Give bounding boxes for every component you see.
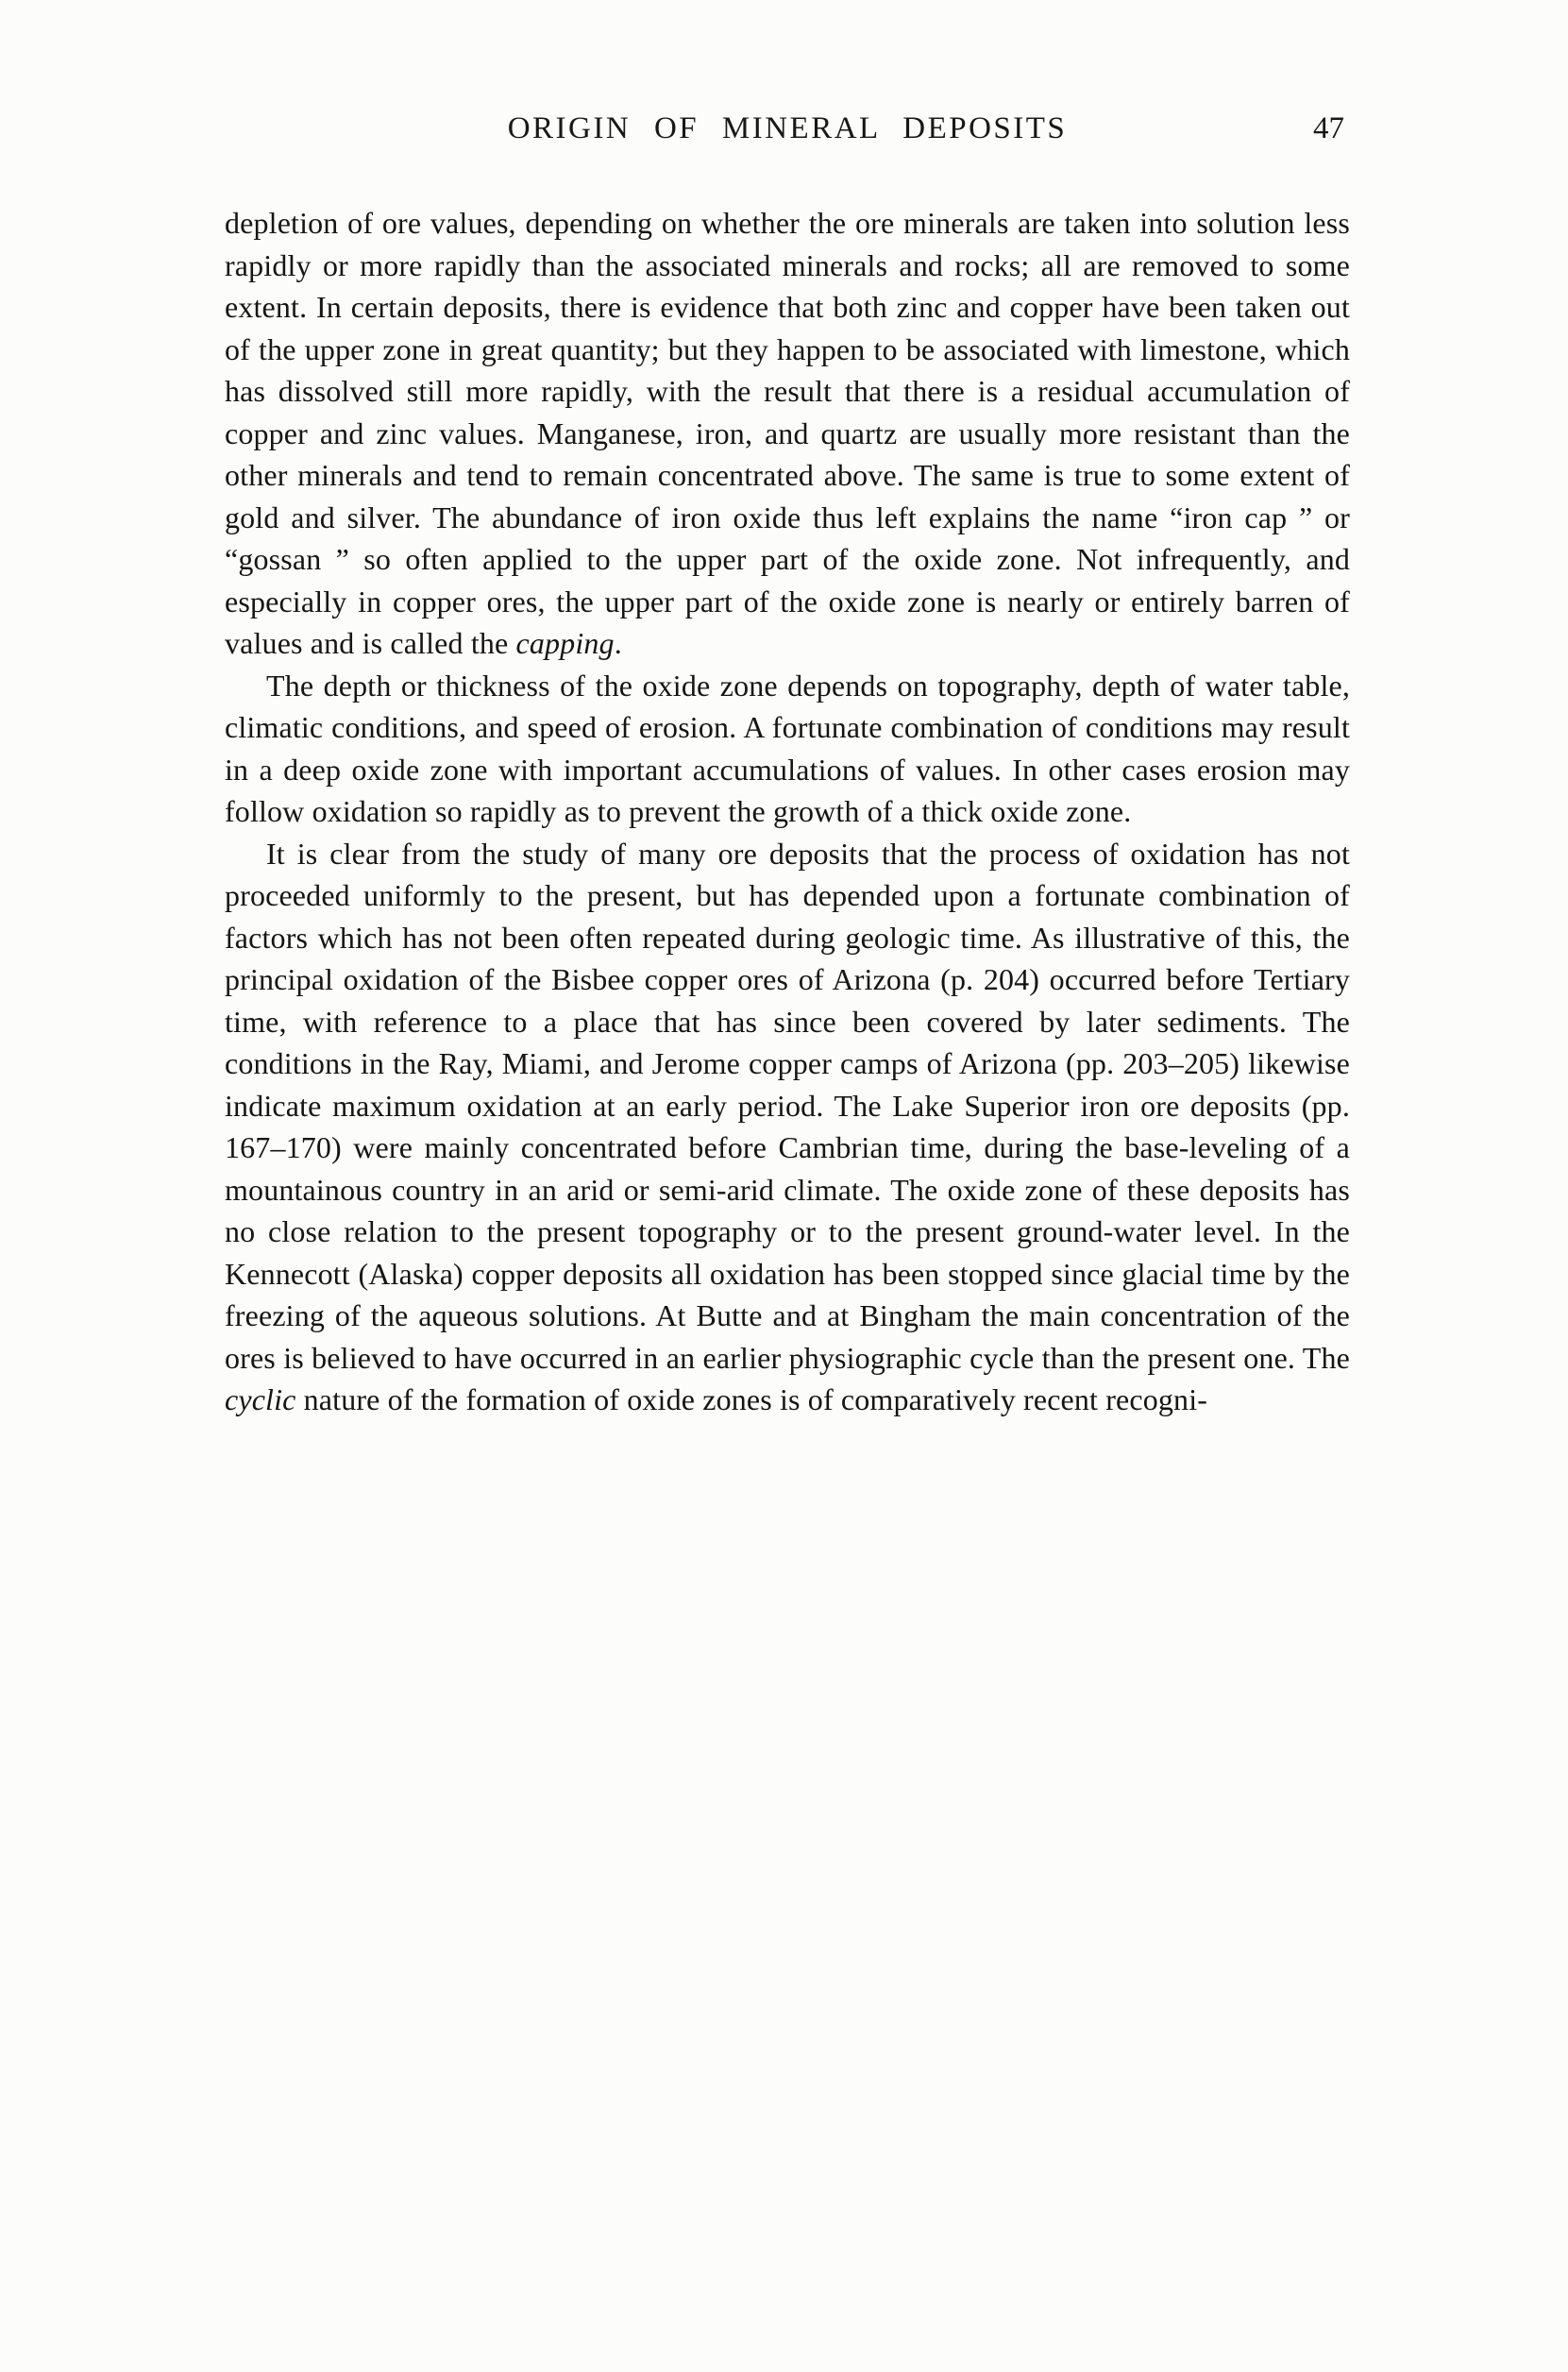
italic-text: cyclic (225, 1382, 296, 1416)
page-header-title: ORIGIN OF MINERAL DEPOSITS (507, 111, 1068, 145)
text-block (225, 111, 1350, 1421)
italic-text: capping (515, 626, 615, 660)
paragraph (225, 665, 1350, 833)
page-body (225, 202, 1350, 1421)
paragraph (225, 202, 1350, 665)
text-segment: It is clear from the study of many ore deposits that the process of oxidation has not proceeded uniformly to the present, but has depended upon a fortunate combination of factors which has not been often repeated during geologic time. As illustrative of this, the principal oxidation of the Bisbee copper ores of Arizona (p. 204) occurred before Tertiary time, with reference to a place that has since been covered by later sediments. The conditions in the Ray, Miami, and Jerome copper camps of Arizona (pp. 203–205) likewise indicate maximum oxidation at an early period. The Lake Superior iron ore deposits (pp. 167–170) were mainly concentrated before Cambrian time, during the base-leveling of a mountainous country in an arid or semi-arid climate. The oxide zone of these deposits has no close relation to the present topography or to the present ground-water level. In the Kennecott (Alaska) copper deposits all oxidation has been stopped since glacial time by the freezing of the aqueous solutions. At Butte and at Bingham the main concentration of the ores is believed to have occurred in an earlier physiographic cycle than the present one. The (225, 836, 1350, 1375)
running-head (225, 111, 1350, 202)
text-segment: . (614, 626, 622, 660)
text-segment: depletion of ore values, depending on whether the ore minerals are taken into solution less rapidly or more rapidly than the associated minerals and rocks; all are removed to some extent. In certain deposits, there is evidence that both zinc and copper have been taken out of the upper zone in great quantity; but they happen to be associated with limestone, which has dissolved still more rapidly, with the result that there is a residual accumulation of copper and zinc values. Manganese, iron, and quartz are usually more resistant than the other minerals and tend to remain concentrated above. The same is true to some extent of gold and silver. The abundance of iron oxide thus left explains the name “iron cap ” or “gossan ” so often applied to the upper part of the oxide zone. Not infrequently, and especially in copper ores, the upper part of the oxide zone is nearly or entirely barren of values and is called the (225, 206, 1350, 660)
paragraph (225, 833, 1350, 1421)
text-segment: The depth or thickness of the oxide zone depends on topography, depth of water table, climatic conditions, and speed of erosion. A fortunate combination of conditions may result in a deep oxide zone with important accumulations of values. In other cases erosion may follow oxidation so rapidly as to prevent the growth of a thick oxide zone. (225, 668, 1350, 828)
page-number: 47 (1313, 111, 1344, 145)
text-segment: nature of the formation of oxide zones is of comparatively recent recogni- (295, 1382, 1208, 1416)
